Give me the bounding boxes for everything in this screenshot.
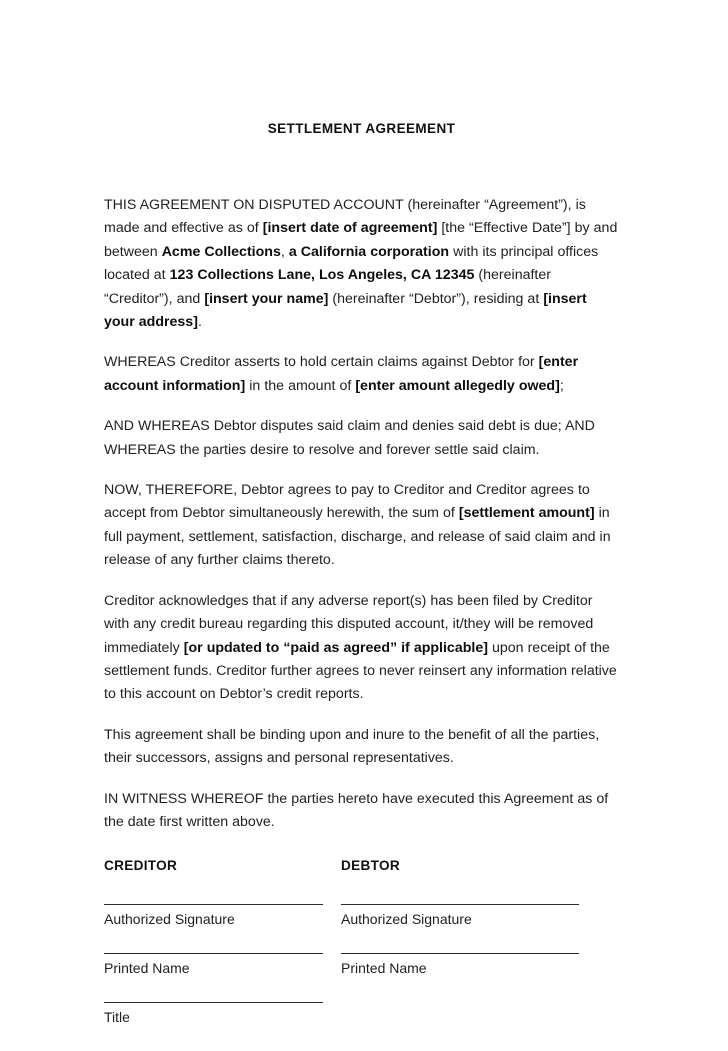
signature-field-debtor-printed-name (341, 953, 579, 978)
emphasized-text: [insert your address] (104, 290, 587, 331)
document-content (104, 0, 619, 1044)
plain-text: IN WITNESS WHEREOF the parties hereto have executed this Agreement as of the date first written above. (104, 790, 609, 830)
signature-block (104, 858, 619, 1044)
paragraph-binding-successors (104, 724, 619, 771)
signature-rule[interactable] (104, 953, 323, 954)
signature-heading-debtor: DEBTOR (341, 858, 400, 874)
signature-column-creditor (104, 904, 323, 1051)
signature-field-creditor-printed-name (104, 953, 323, 978)
plain-text: in full payment, settlement, satisfaction, discharge, and release of said claim and in release of any further claims thereto. (104, 505, 611, 569)
signature-rule[interactable] (104, 904, 323, 905)
paragraph-whereas-claims (104, 351, 619, 398)
paragraph-now-therefore (104, 479, 619, 573)
signature-rule[interactable] (341, 953, 579, 954)
paragraph-whereas-disputes (104, 415, 619, 462)
page-title: SETTLEMENT AGREEMENT (267, 121, 456, 136)
signature-field-creditor-authorized-signature (104, 904, 323, 929)
plain-text: ; (559, 377, 564, 394)
paragraph-credit-report-removal (104, 590, 619, 707)
plain-text: (hereinafter “Debtor”), residing at (328, 290, 544, 307)
emphasized-text: [insert date of agreement] (262, 220, 438, 237)
signature-heading-creditor: CREDITOR (104, 858, 178, 874)
signature-field-label: Printed Name (341, 960, 427, 977)
signature-rule[interactable] (104, 1002, 323, 1003)
emphasized-text: Acme Collections (161, 243, 281, 260)
plain-text: AND WHEREAS Debtor disputes said claim and denies said debt is due; AND WHEREAS the parties desire to resolve and forever settle said claim. (104, 418, 595, 458)
signature-column-debtor (341, 904, 579, 1002)
paragraph-agreement-intro (104, 194, 619, 334)
plain-text: WHEREAS Creditor asserts to hold certain claims against Debtor for (104, 354, 539, 371)
plain-text: [the “Effective Date”] by and between (104, 220, 618, 260)
plain-text: THIS AGREEMENT ON DISPUTED ACCOUNT (hereinafter “Agreement”), is made and effective as of (104, 197, 586, 237)
paragraph-in-witness-whereof (104, 788, 619, 835)
emphasized-text: [enter amount allegedly owed] (355, 377, 560, 394)
signature-field-creditor-title (104, 1002, 323, 1027)
plain-text: with its principal offices located at (104, 243, 599, 284)
plain-text: (hereinafter “Creditor”), and (104, 267, 551, 307)
plain-text: upon receipt of the settlement funds. Creditor further agrees to never reinsert any information relative to this account on Debtor’s credit reports. (104, 639, 617, 703)
signature-field-debtor-authorized-signature (341, 904, 579, 929)
signature-field-label: Title (104, 1009, 130, 1026)
signature-headings (104, 858, 619, 884)
plain-text: . (197, 314, 202, 331)
plain-text: , (280, 243, 289, 260)
plain-text: This agreement shall be binding upon and inure to the benefit of all the parties, their successors, assigns and personal representatives. (104, 726, 600, 767)
agreement-body (104, 194, 619, 834)
signature-rule[interactable] (341, 904, 579, 905)
emphasized-text: [or updated to “paid as agreed” if applicable] (183, 639, 488, 656)
emphasized-text: 123 Collections Lane, Los Angeles, CA 12345 (169, 267, 475, 284)
signature-field-label: Printed Name (104, 960, 190, 977)
plain-text: in the amount of (245, 377, 356, 394)
emphasized-text: [insert your name] (204, 290, 329, 307)
plain-text: Creditor acknowledges that if any adverse report(s) has been filed by Creditor with any credit bureau regarding this disputed account, it/they will be removed immediately (104, 592, 594, 656)
emphasized-text: [enter account information] (104, 354, 579, 394)
plain-text: NOW, THEREFORE, Debtor agrees to pay to Creditor and Creditor agrees to accept from Debtor simultaneously herewith, the sum of (104, 482, 590, 522)
signature-columns (104, 904, 619, 1044)
emphasized-text: [settlement amount] (458, 505, 595, 522)
emphasized-text: a California corporation (288, 243, 450, 260)
signature-field-label: Authorized Signature (104, 911, 235, 928)
signature-field-label: Authorized Signature (341, 911, 472, 928)
